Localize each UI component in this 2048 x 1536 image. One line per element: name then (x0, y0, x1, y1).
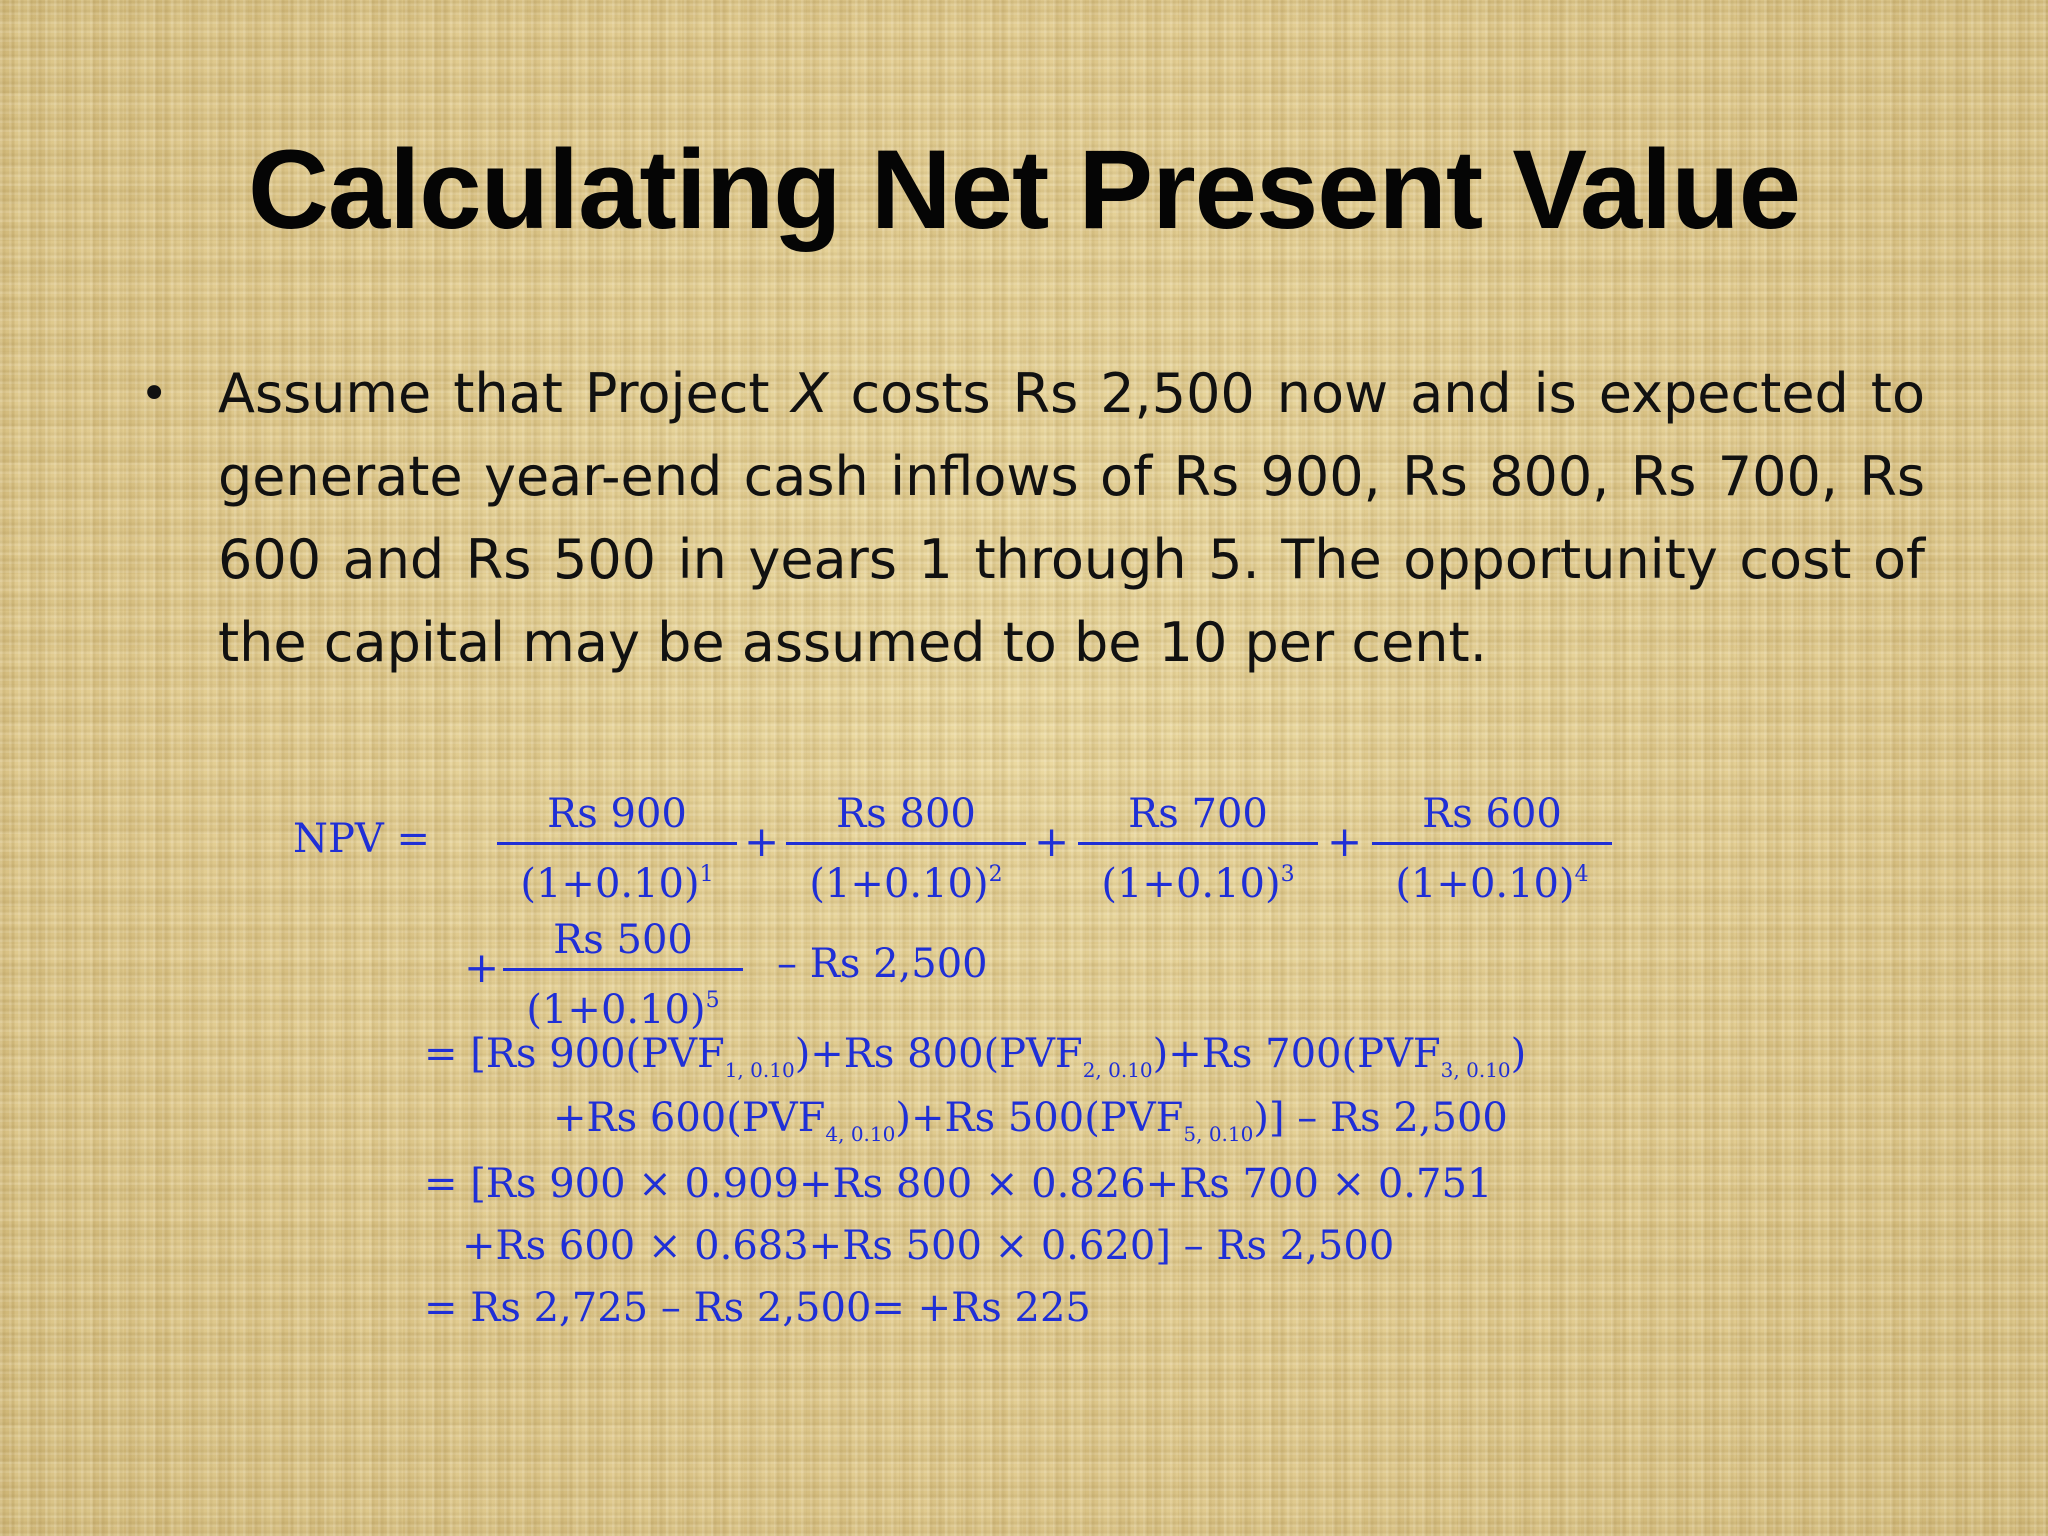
plus-sign: + (1327, 817, 1363, 866)
bullet-text (218, 352, 1925, 684)
fraction-denominator: $(1+0.10)^2$ (809, 861, 1003, 907)
fraction-bar (503, 968, 743, 971)
initial-cost-term: – Rs 2,500 (777, 941, 988, 987)
pvf-line-1: = [Rs $900(PVF_{1, 0.10})+Rs$ $800(PVF_{2, 0.10})+Rs$ $700(PVF_{3, 0.10})$ (424, 1031, 1527, 1082)
fraction-bar (1372, 842, 1612, 845)
fraction-bar (497, 842, 737, 845)
fraction-numerator: Rs 700 (1128, 791, 1268, 837)
plus-sign: + (1034, 817, 1070, 866)
bullet-icon: • (140, 366, 169, 422)
fraction-denominator: $(1+0.10)^4$ (1395, 861, 1589, 907)
fraction-bar (786, 842, 1026, 845)
fraction-numerator: Rs 600 (1422, 791, 1562, 837)
bullet-text-end: costs Rs 2,500 now and is expected to generate year-end cash inflows of Rs 900, Rs 800, Rs 700, Rs 600 and Rs 500 in years 1 through 5. The opportunity cost of the capital may be assumed to be 10 per cent. (218, 362, 1925, 674)
npv-result: = Rs 2,725 – Rs 2,500= +Rs 225 (424, 1285, 1091, 1331)
factor-line-2: +Rs 600 × 0.683+Rs 500 × 0.620] – Rs 2,500 (462, 1223, 1395, 1269)
fraction-denominator: $(1+0.10)^1$ (520, 861, 714, 907)
fraction-year-3 (1078, 790, 1318, 907)
factor-line-1: = [Rs 900 × 0.909+Rs 800 × 0.826+Rs 700 × 0.751 (424, 1161, 1493, 1207)
plus-sign: + (744, 817, 780, 866)
fraction-year-1 (497, 790, 737, 907)
pvf-line-2: +Rs $600(PVF_{4, 0.10})+Rs$ $500(PVF_{5, 0.10})$] – Rs 2,500 (553, 1095, 1508, 1146)
fraction-numerator: Rs 500 (553, 917, 693, 963)
fraction-numerator: Rs 800 (836, 791, 976, 837)
fraction-denominator: $(1+0.10)^5$ (526, 987, 720, 1033)
slide-title: Calculating Net Present Value (248, 127, 1800, 252)
fraction-year-5 (503, 916, 743, 1033)
bullet-text-italic: X (791, 362, 829, 425)
fraction-denominator: $(1+0.10)^3$ (1101, 861, 1295, 907)
fraction-year-2 (786, 790, 1026, 907)
fraction-year-4 (1372, 790, 1612, 907)
bullet-text-start: Assume that Project (218, 362, 792, 425)
fraction-numerator: Rs 900 (547, 791, 687, 837)
fraction-bar (1078, 842, 1318, 845)
plus-sign: + (464, 943, 500, 992)
npv-lhs: NPV = (293, 816, 431, 862)
